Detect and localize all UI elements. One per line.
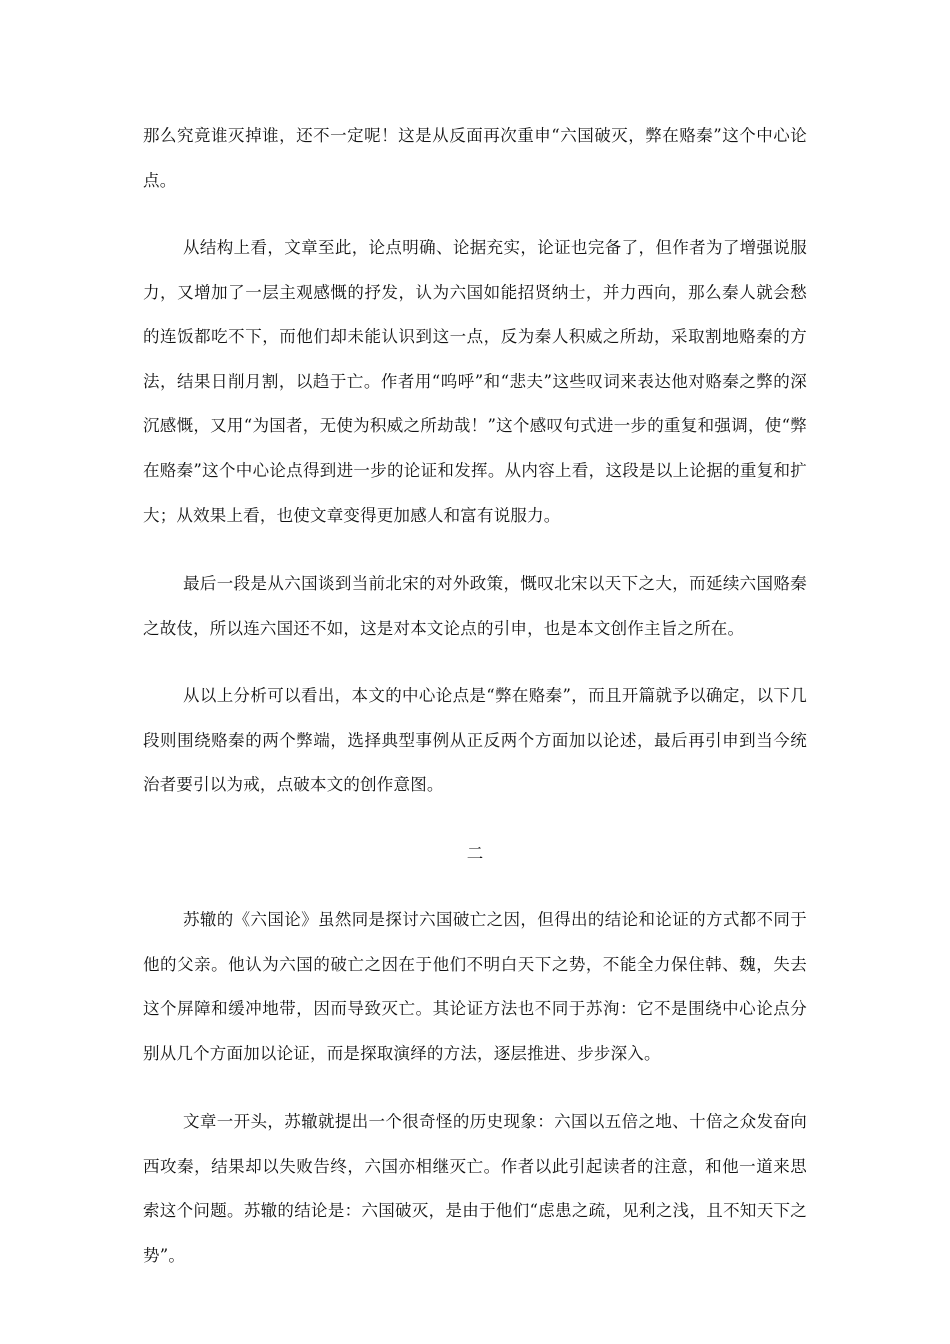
paragraph-summary: 从以上分析可以看出，本文的中心论点是“弊在赂秦”，而且开篇就予以确定，以下几段则围绕赂秦的两个弊端，选择典型事例从正反两个方面加以论述，最后再引申到当今统治者要引以为戒，点破本文的创作意图。	[143, 686, 807, 795]
paragraph-continuation: 那么究竟谁灭掉谁，还不一定呢！这是从反面再次重申“六国破灭，弊在赂秦”这个中心论点。	[143, 126, 807, 190]
section-heading: 二	[466, 844, 484, 863]
paragraph-su-zhe-intro: 苏辙的《六国论》虽然同是探讨六国破亡之因，但得出的结论和论证的方式都不同于他的父亲。他认为六国的破亡之因在于他们不明白天下之势，不能全力保住韩、魏，失去这个屏障和缓冲地带，因而导致灭亡。其论证方法也不同于苏洵：它不是围绕中心论点分别从几个方面加以论证，而是探取演绎的方法，逐层推进、步步深入。	[143, 910, 807, 1063]
paragraph-su-zhe-opening: 文章一开头，苏辙就提出一个很奇怪的历史现象：六国以五倍之地、十倍之众发奋向西攻秦，结果却以失败告终，六国亦相继灭亡。作者以此引起读者的注意，和他一道来思索这个问题。苏辙的结论是：六国破灭，是由于他们“虑患之疏，见利之浅，且不知天下之势”。	[143, 1112, 807, 1265]
paragraph-structure-analysis: 从结构上看，文章至此，论点明确、论据充实，论证也完备了，但作者为了增强说服力，又增加了一层主观感慨的抒发，认为六国如能招贤纳士，并力西向，那么秦人就会愁的连饭都吃不下，而他们却未能认识到这一点，反为秦人积威之所劫，采取割地赂秦的方法，结果日削月割，以趋于亡。作者用“呜呼”和“悲夫”这些叹词来表达他对赂秦之弊的深沉感慨，又用“为国者，无使为积威之所劫哉！”这个感叹句式进一步的重复和强调，使“弊在赂秦”这个中心论点得到进一步的论证和发挥。从内容上看，这段是以上论据的重复和扩大；从效果上看，也使文章变得更加感人和富有说服力。	[143, 238, 807, 525]
paragraph-final-section: 最后一段是从六国谈到当前北宋的对外政策，慨叹北宋以天下之大，而延续六国赂秦之故伎，所以连六国还不如，这是对本文论点的引申，也是本文创作主旨之所在。	[143, 574, 807, 638]
